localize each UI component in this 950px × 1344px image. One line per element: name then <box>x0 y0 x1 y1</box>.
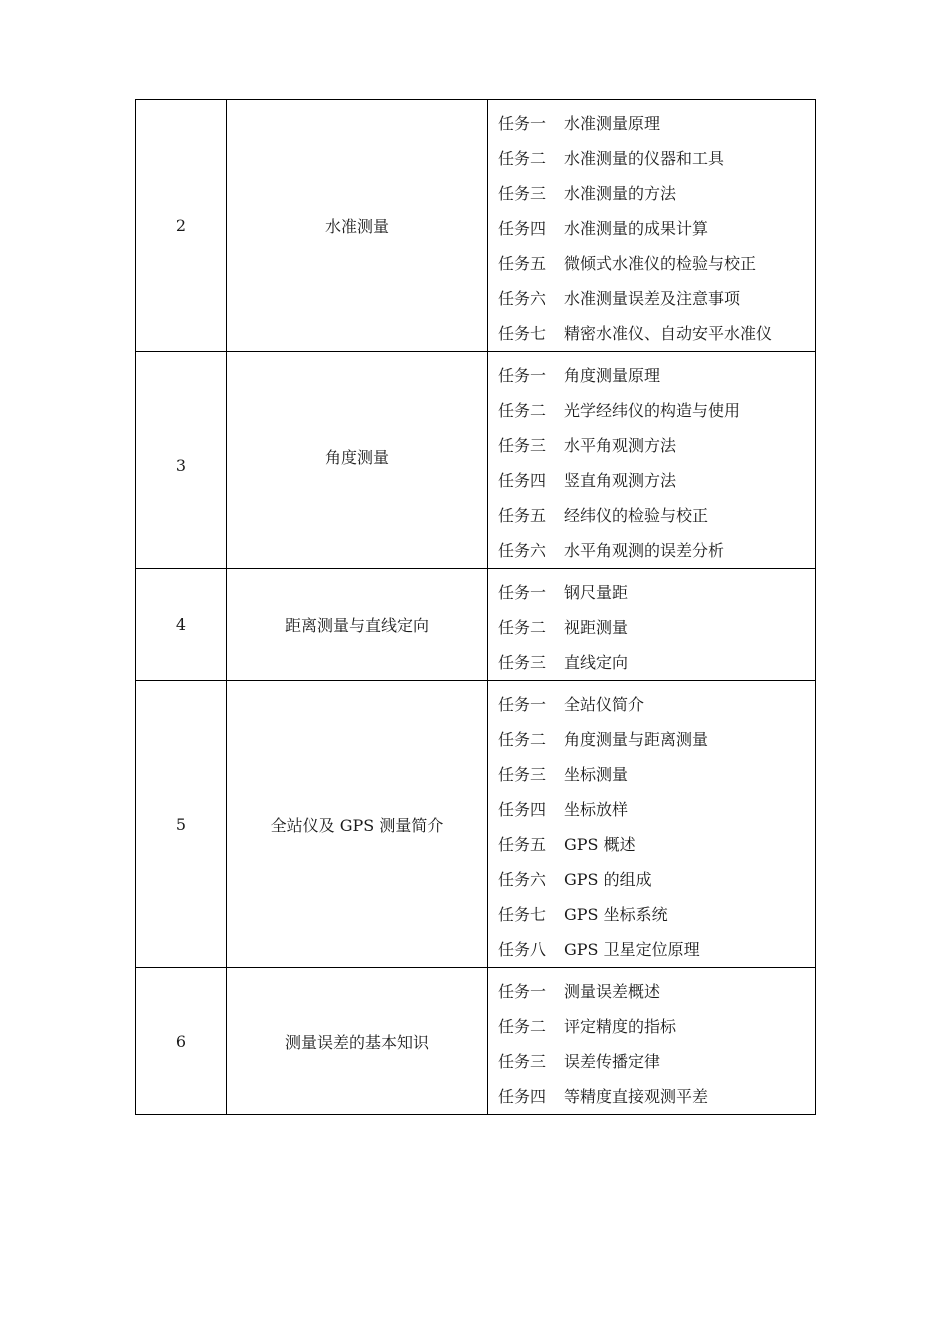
task-item <box>498 932 815 967</box>
task-item <box>498 246 815 281</box>
module-title-cell <box>227 968 488 1115</box>
task-number: 任务三 <box>498 1052 547 1071</box>
task-number: 任务三 <box>498 765 547 784</box>
task-number: 任务四 <box>498 471 547 490</box>
task-name: 直线定向 <box>564 653 629 672</box>
task-item <box>498 722 815 757</box>
task-name: 视距测量 <box>564 618 629 637</box>
module-number-cell <box>136 681 227 968</box>
task-number: 任务六 <box>498 870 547 889</box>
task-item <box>498 533 815 568</box>
task-number: 任务二 <box>498 730 547 749</box>
task-item <box>498 1009 815 1044</box>
task-name: 水准测量的方法 <box>564 184 677 203</box>
module-title: 全站仪及 GPS 测量简介 <box>270 815 444 835</box>
task-number: 任务三 <box>498 653 547 672</box>
task-item <box>498 358 815 393</box>
task-number: 任务二 <box>498 149 547 168</box>
task-item <box>498 687 815 722</box>
task-name: 角度测量与距离测量 <box>564 730 709 749</box>
task-number: 任务五 <box>498 506 547 525</box>
task-number: 任务四 <box>498 800 547 819</box>
task-name: 角度测量原理 <box>564 366 661 385</box>
module-title-cell <box>227 100 488 352</box>
course-module-table <box>135 99 816 1115</box>
module-title-cell <box>227 352 488 569</box>
task-number: 任务八 <box>498 940 547 959</box>
task-name: 误差传播定律 <box>564 1052 661 1071</box>
module-number-cell <box>136 968 227 1115</box>
task-name: GPS 卫星定位原理 <box>564 940 700 959</box>
module-tasks-cell <box>488 968 816 1115</box>
task-item <box>498 428 815 463</box>
module-tasks-cell <box>488 100 816 352</box>
task-item <box>498 757 815 792</box>
task-item <box>498 463 815 498</box>
module-tasks-cell <box>488 569 816 681</box>
task-number: 任务一 <box>498 583 547 602</box>
task-name: 水平角观测的误差分析 <box>564 541 725 560</box>
module-number: 2 <box>175 216 187 235</box>
task-number: 任务四 <box>498 1087 547 1106</box>
module-number: 4 <box>175 615 187 634</box>
task-name: 水准测量误差及注意事项 <box>564 289 741 308</box>
task-item <box>498 974 815 1009</box>
table-body <box>136 100 816 1115</box>
module-row <box>136 569 816 681</box>
task-number: 任务六 <box>498 289 547 308</box>
module-number-cell <box>136 352 227 569</box>
task-item <box>498 316 815 351</box>
task-item <box>498 211 815 246</box>
task-name: 光学经纬仪的构造与使用 <box>564 401 741 420</box>
module-title: 水准测量 <box>324 217 389 236</box>
task-name: 微倾式水准仪的检验与校正 <box>564 254 757 273</box>
task-list <box>488 100 815 351</box>
task-name: 精密水准仪、自动安平水准仪 <box>564 324 773 343</box>
task-item <box>498 1079 815 1114</box>
task-number: 任务五 <box>498 254 547 273</box>
task-name: 竖直角观测方法 <box>564 471 677 490</box>
task-name: 测量误差概述 <box>564 982 661 1001</box>
module-row <box>136 968 816 1115</box>
task-number: 任务一 <box>498 695 547 714</box>
module-title: 测量误差的基本知识 <box>284 1032 429 1052</box>
task-item <box>498 862 815 897</box>
task-item <box>498 281 815 316</box>
task-name: 水准测量原理 <box>564 114 661 133</box>
task-name: 坐标测量 <box>564 765 629 784</box>
task-item <box>498 645 815 680</box>
task-item <box>498 498 815 533</box>
task-item <box>498 1044 815 1079</box>
module-title-cell <box>227 681 488 968</box>
module-tasks-cell <box>488 681 816 968</box>
task-number: 任务一 <box>498 982 547 1001</box>
task-number: 任务七 <box>498 324 547 343</box>
task-number: 任务一 <box>498 366 547 385</box>
module-number: 6 <box>175 1031 187 1051</box>
task-item <box>498 827 815 862</box>
task-list <box>488 681 815 967</box>
task-name: 水准测量的成果计算 <box>564 219 709 238</box>
task-number: 任务五 <box>498 835 547 854</box>
module-title: 角度测量 <box>324 447 389 467</box>
task-number: 任务二 <box>498 618 547 637</box>
task-name: 经纬仪的检验与校正 <box>564 506 709 525</box>
task-item <box>498 141 815 176</box>
task-name: 全站仪简介 <box>564 695 645 714</box>
module-number: 5 <box>175 814 187 834</box>
task-item <box>498 792 815 827</box>
module-number-cell <box>136 569 227 681</box>
task-item <box>498 897 815 932</box>
task-name: 钢尺量距 <box>564 583 629 602</box>
task-number: 任务二 <box>498 1017 547 1036</box>
task-name: 坐标放样 <box>564 800 629 819</box>
task-name: GPS 概述 <box>564 835 636 854</box>
task-number: 任务一 <box>498 114 547 133</box>
task-number: 任务三 <box>498 436 547 455</box>
module-row <box>136 100 816 352</box>
task-name: GPS 坐标系统 <box>564 905 668 924</box>
module-title-cell <box>227 569 488 681</box>
module-number: 3 <box>175 455 187 475</box>
task-name: 等精度直接观测平差 <box>564 1087 709 1106</box>
task-item <box>498 106 815 141</box>
task-name: 评定精度的指标 <box>564 1017 677 1036</box>
task-item <box>498 393 815 428</box>
task-number: 任务二 <box>498 401 547 420</box>
task-list <box>488 569 815 680</box>
task-list <box>488 352 815 568</box>
module-tasks-cell <box>488 352 816 569</box>
task-item <box>498 610 815 645</box>
task-list <box>488 968 815 1114</box>
task-name: 水准测量的仪器和工具 <box>564 149 725 168</box>
module-title: 距离测量与直线定向 <box>284 616 429 635</box>
task-number: 任务七 <box>498 905 547 924</box>
task-item <box>498 575 815 610</box>
module-number-cell <box>136 100 227 352</box>
task-item <box>498 176 815 211</box>
task-number: 任务六 <box>498 541 547 560</box>
task-name: GPS 的组成 <box>564 870 652 889</box>
task-number: 任务三 <box>498 184 547 203</box>
module-row <box>136 681 816 968</box>
module-row <box>136 352 816 569</box>
task-name: 水平角观测方法 <box>564 436 677 455</box>
task-number: 任务四 <box>498 219 547 238</box>
